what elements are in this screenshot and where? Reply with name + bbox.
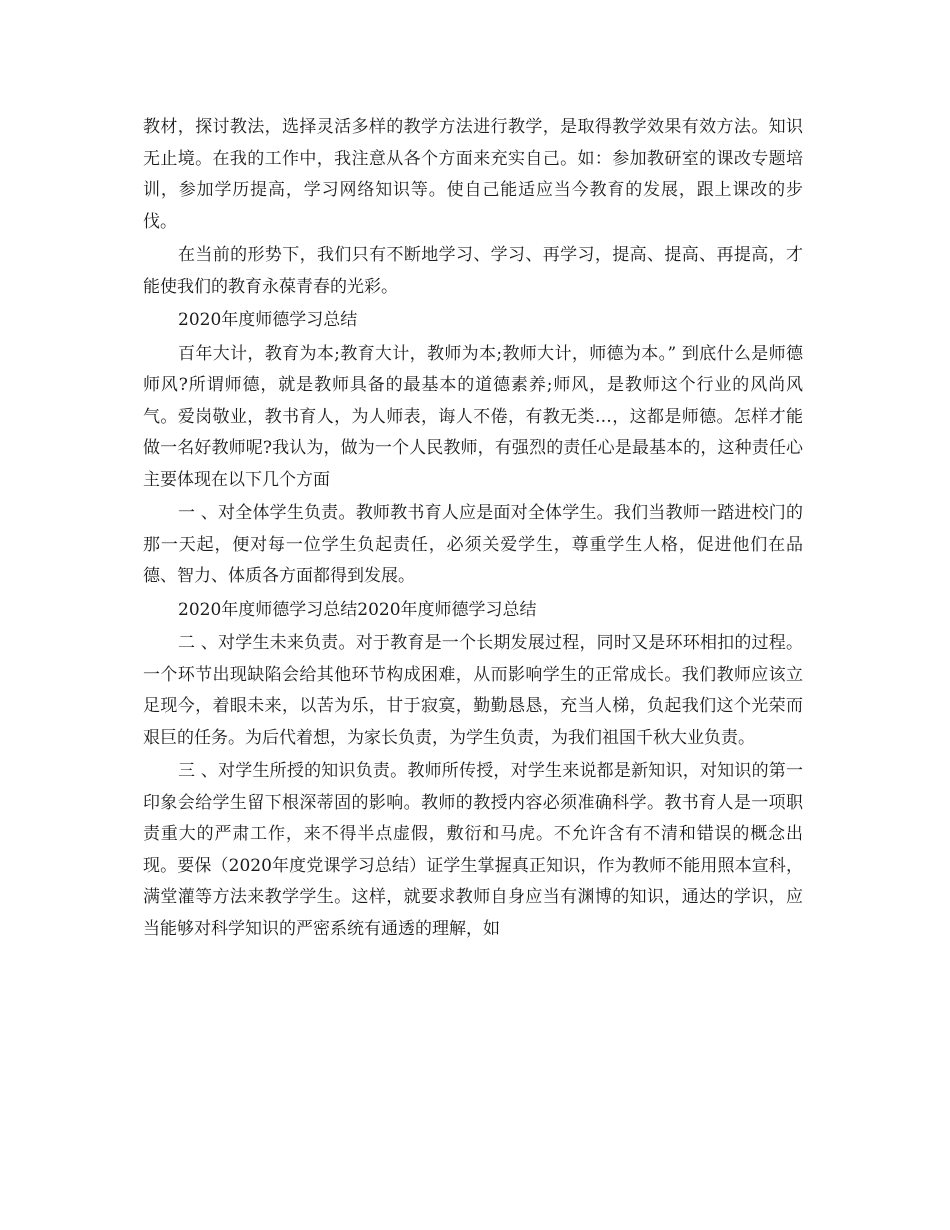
section-heading-1: 2020年度师德学习总结 bbox=[178, 310, 358, 330]
paragraph-5: 二 、对学生未来负责。对于教育是一个长期发展过程，同时又是环环相扣的过程。一个环节出现缺陷会给其他环节构成困难，从而影响学生的正常成长。我们教师应该立足现今，着眼未来，以苦为乐，甘于寂寞，勤勤恳恳，充当人梯，负起我们这个光荣而艰巨的任务。为后代着想，为家长负责，为学生负责，为我们祖国千秋大业负责。 bbox=[143, 633, 803, 748]
section-heading-2: 2020年度师德学习总结2020年度师德学习总结 bbox=[178, 599, 537, 620]
paragraph-1: 教材，探讨教法，选择灵活多样的教学方法进行教学，是取得教学效果有效方法。知识无止境。在我的工作中，我注意从各个方面来充实自己。如：参加教研室的课改专题培训，参加学历提高，学习网络知识等。使自己能适应当今教育的发展，跟上课改的步伐。 bbox=[143, 117, 803, 232]
document-page bbox=[143, 112, 803, 945]
paragraph-3: 百年大计，教育为本;教育大计，教师为本;教师大计，师德为本。” 到底什么是师德师风?所谓师德，就是教师具备的最基本的道德素养;师风，是教师这个行业的风尚风气。爱岗敬业，教书育人，为人师表，诲人不倦，有教无类…，这都是师德。怎样才能做一名好教师呢?我认为，做为一个人民教师，有强烈的责任心是最基本的，这种责任心主要体现在以下几个方面 bbox=[143, 343, 803, 490]
paragraph-6: 三 、对学生所授的知识负责。教师所传授，对学生来说都是新知识，对知识的第一印象会给学生留下根深蒂固的影响。教师的教授内容必须准确科学。教书育人是一项职责重大的严肃工作，来不得半点虚假，敷衍和马虎。不允许含有不清和错误的概念出现。要保（2020年度党课学习总结）证学生掌握真正知识，作为教师不能用照本宣科，满堂灌等方法来教学学生。这样，就要求教师自身应当有渊博的知识，通达的学识，应当能够对科学知识的严密系统有通透的理解，如 bbox=[143, 761, 803, 939]
paragraph-2: 在当前的形势下，我们只有不断地学习、学习、再学习，提高、提高、再提高，才能使我们的教育永葆青春的光彩。 bbox=[143, 245, 803, 297]
paragraph-4: 一 、对全体学生负责。教师教书育人应是面对全体学生。我们当教师一踏进校门的那一天起，便对每一位学生负起责任，必须关爱学生，尊重学生人格，促进他们在品德、智力、体质各方面都得到发展。 bbox=[143, 503, 803, 586]
